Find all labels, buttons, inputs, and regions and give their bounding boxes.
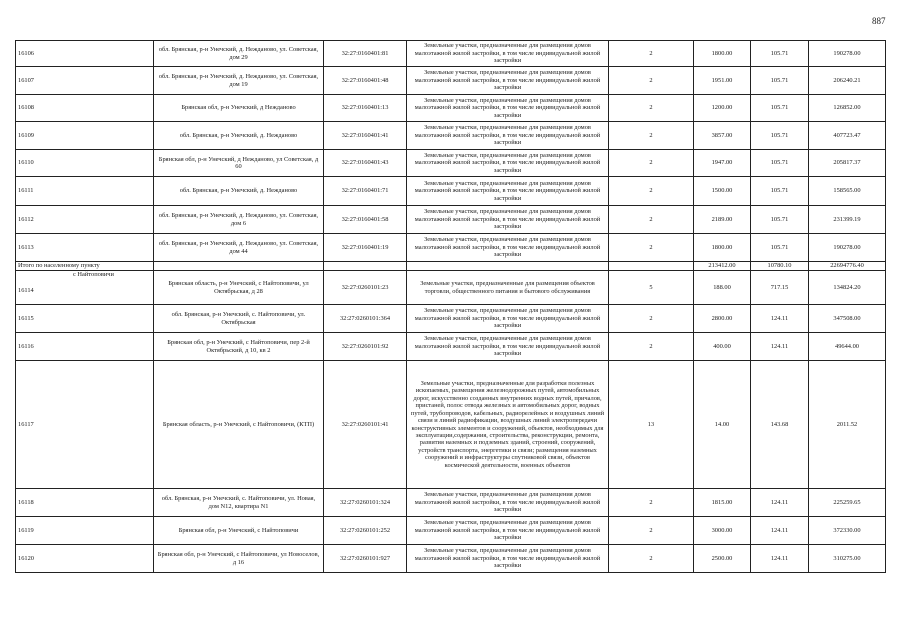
- row-address: обл. Брянская, р-н Унечский, д. Нежданово: [154, 177, 324, 206]
- table-row: [16, 489, 886, 517]
- row-area: 1800.00: [694, 41, 751, 67]
- row-cadastral-value: 134824.20: [809, 271, 886, 305]
- row-area: 2800.00: [694, 305, 751, 333]
- row-land-category: Земельные участки, предназначенные для размещения домов малоэтажной жилой застройки, в том числе индивидуальной жилой застройки: [407, 95, 609, 122]
- table-row: [16, 150, 886, 177]
- table-row: [16, 545, 886, 573]
- row-area: 400.00: [694, 333, 751, 361]
- subtotal-label: Итого по населенному пункту: [16, 262, 154, 271]
- table-row: [16, 95, 886, 122]
- row-land-category: Земельные участки, предназначенные для размещения домов малоэтажной жилой застройки, в том числе индивидуальной жилой застройки: [407, 545, 609, 573]
- row-address: Брянская обл, р-н Унечский, с Найтоповичи, пер 2-й Октябрьский, д 10, кв 2: [154, 333, 324, 361]
- row-cadastral-value: 206240.21: [809, 67, 886, 95]
- row-land-category: Земельные участки, предназначенные для размещения домов малоэтажной жилой застройки, в том числе индивидуальной жилой застройки: [407, 234, 609, 262]
- subtotal-empty: [609, 262, 694, 271]
- row-cadastral-number: 32:27:0160401:43: [324, 150, 407, 177]
- row-cadastral-number: 32:27:0260101:92: [324, 333, 407, 361]
- row-area: 2500.00: [694, 545, 751, 573]
- row-number: 16111: [16, 177, 154, 206]
- row-cadastral-value: 190278.00: [809, 234, 886, 262]
- row-address: обл. Брянская, р-н Унечский, д. Нежданово, ул. Советская, дом 19: [154, 67, 324, 95]
- row-area: 1947.00: [694, 150, 751, 177]
- settlement-label: с Найтоповичи: [73, 271, 114, 278]
- table-row: [16, 67, 886, 95]
- row-specific-value: 105.71: [751, 177, 809, 206]
- row-address: Брянская обл, р-н Унечский, д Нежданово: [154, 95, 324, 122]
- row-area: 1951.00: [694, 67, 751, 95]
- row-group-code: 2: [609, 305, 694, 333]
- row-cadastral-value: 126852.00: [809, 95, 886, 122]
- subtotal-empty: [154, 262, 324, 271]
- row-area: 14.00: [694, 361, 751, 489]
- row-specific-value: 105.71: [751, 95, 809, 122]
- subtotal-empty: [324, 262, 407, 271]
- row-specific-value: 717.15: [751, 271, 809, 305]
- row-cadastral-number: 32:27:0260101:41: [324, 361, 407, 489]
- row-address: Брянская обл, р-н Унечский, с Найтоповичи, ул Новоселов, д 16: [154, 545, 324, 573]
- row-cadastral-number: 32:27:0260101:252: [324, 517, 407, 545]
- row-group-code: 2: [609, 41, 694, 67]
- row-cadastral-value: 372330.00: [809, 517, 886, 545]
- row-land-category: Земельные участки, предназначенные для размещения домов малоэтажной жилой застройки, в том числе индивидуальной жилой застройки: [407, 122, 609, 150]
- row-number: 16112: [16, 206, 154, 234]
- table-row: [16, 333, 886, 361]
- row-specific-value: 105.71: [751, 122, 809, 150]
- row-group-code: 2: [609, 150, 694, 177]
- table-row: [16, 41, 886, 67]
- row-address: обл. Брянская, р-н Унечский, с. Найтоповичи, ул. Октябрьская: [154, 305, 324, 333]
- row-land-category: Земельные участки, предназначенные для размещения домов малоэтажной жилой застройки, в том числе индивидуальной жилой застройки: [407, 206, 609, 234]
- table-row: [16, 271, 886, 305]
- row-address: обл. Брянская, р-н Унечский, с. Найтоповичи, ул. Новая, дом N12, квартира N1: [154, 489, 324, 517]
- row-number: 16113: [16, 234, 154, 262]
- row-group-code: 2: [609, 122, 694, 150]
- row-number: 16108: [16, 95, 154, 122]
- table-row: [16, 361, 886, 489]
- row-area: 1200.00: [694, 95, 751, 122]
- row-number: 16119: [16, 517, 154, 545]
- row-cadastral-number: 32:27:0260101:364: [324, 305, 407, 333]
- row-cadastral-number: 32:27:0160401:41: [324, 122, 407, 150]
- row-cadastral-number: 32:27:0260101:324: [324, 489, 407, 517]
- row-group-code: 2: [609, 489, 694, 517]
- row-group-code: 2: [609, 333, 694, 361]
- row-land-category: Земельные участки, предназначенные для разработки полезных ископаемых, размещения железнодорожных путей, автомобильных дорог, искусственно созданных внутренних водных путей, причалов, пристаней, полос отвода железных и автомобильных дорог, водных путей, трубопроводов, кабельных, радиорелейных и воздушных линий связи и линий радиофикации, воздушных линий электропередачи конструктивных элементов и сооружений, объектов, необходимых для эксплуатации,содержания, строительства, реконструкции, ремонта, развития наземных и подземных зданий, строений, сооружений, устройств транспорта, энергетики и связи; размещения наземных сооружений и инфраструктуры спутниковой связи, объектов космической деятельности, военных объектов: [407, 361, 609, 489]
- subtotal-rate: 10780.10: [751, 262, 809, 271]
- row-cadastral-number: 32:27:0260101:23: [324, 271, 407, 305]
- row-group-code: 2: [609, 177, 694, 206]
- row-address: обл. Брянская, р-н Унечский, д. Нежданово: [154, 122, 324, 150]
- row-number: 16117: [16, 361, 154, 489]
- table-row: [16, 234, 886, 262]
- row-specific-value: 124.11: [751, 489, 809, 517]
- row-area: 3000.00: [694, 517, 751, 545]
- row-number: 16106: [16, 41, 154, 67]
- row-cadastral-value: 225259.65: [809, 489, 886, 517]
- row-cadastral-value: 205817.37: [809, 150, 886, 177]
- row-number: 16120: [16, 545, 154, 573]
- row-cadastral-number: 32:27:0160401:58: [324, 206, 407, 234]
- row-cadastral-number: 32:27:0160401:19: [324, 234, 407, 262]
- page-number: 887: [872, 16, 886, 26]
- row-area: 188.00: [694, 271, 751, 305]
- row-area: 1800.00: [694, 234, 751, 262]
- table-row: [16, 206, 886, 234]
- table-row: [16, 177, 886, 206]
- row-specific-value: 124.11: [751, 305, 809, 333]
- row-address: обл. Брянская, р-н Унечский, д. Нежданово, ул. Советская, дом 6: [154, 206, 324, 234]
- row-number: 16110: [16, 150, 154, 177]
- row-group-code: 2: [609, 234, 694, 262]
- row-specific-value: 124.11: [751, 545, 809, 573]
- row-land-category: Земельные участки, предназначенные для размещения домов малоэтажной жилой застройки, в том числе индивидуальной жилой застройки: [407, 41, 609, 67]
- row-address: Брянская область, р-н Унечский, с Найтоповичи, (КТП): [154, 361, 324, 489]
- row-cadastral-number: 32:27:0160401:13: [324, 95, 407, 122]
- land-registry-table: [15, 40, 886, 573]
- row-address: Брянская обл, р-н Унечский, д Нежданово, ул Советская, д 60: [154, 150, 324, 177]
- row-number-text: 16114: [18, 287, 34, 294]
- row-cadastral-value: 231399.19: [809, 206, 886, 234]
- row-specific-value: 105.71: [751, 206, 809, 234]
- subtotal-empty: [407, 262, 609, 271]
- row-address: Брянская область, р-н Унечский, с Найтоповичи, ул Октябрьская, д 28: [154, 271, 324, 305]
- row-area: 1500.00: [694, 177, 751, 206]
- row-specific-value: 105.71: [751, 150, 809, 177]
- row-specific-value: 105.71: [751, 41, 809, 67]
- row-group-code: 5: [609, 271, 694, 305]
- row-land-category: Земельные участки, предназначенные для размещения домов малоэтажной жилой застройки, в том числе индивидуальной жилой застройки: [407, 489, 609, 517]
- row-specific-value: 105.71: [751, 234, 809, 262]
- row-land-category: Земельные участки, предназначенные для размещения домов малоэтажной жилой застройки, в том числе индивидуальной жилой застройки: [407, 305, 609, 333]
- row-cadastral-value: 2011.52: [809, 361, 886, 489]
- row-cadastral-value: 310275.00: [809, 545, 886, 573]
- row-cadastral-value: 158565.00: [809, 177, 886, 206]
- row-number: 16115: [16, 305, 154, 333]
- row-address: обл. Брянская, р-н Унечский, д. Нежданово, ул. Советская, дом 29: [154, 41, 324, 67]
- table-row: [16, 305, 886, 333]
- row-group-code: 2: [609, 95, 694, 122]
- row-number: 16116: [16, 333, 154, 361]
- row-area: 3857.00: [694, 122, 751, 150]
- row-cadastral-value: 49644.00: [809, 333, 886, 361]
- row-cadastral-number: 32:27:0160401:71: [324, 177, 407, 206]
- row-area: 2189.00: [694, 206, 751, 234]
- subtotal-value: 22694776.40: [809, 262, 886, 271]
- row-cadastral-value: 407723.47: [809, 122, 886, 150]
- row-group-code: 2: [609, 517, 694, 545]
- row-number: [16, 271, 154, 305]
- subtotal-row: [16, 262, 886, 271]
- row-cadastral-value: 347508.00: [809, 305, 886, 333]
- row-specific-value: 124.11: [751, 333, 809, 361]
- subtotal-area: 213412.00: [694, 262, 751, 271]
- table-row: [16, 122, 886, 150]
- row-number: 16118: [16, 489, 154, 517]
- row-number: 16107: [16, 67, 154, 95]
- row-area: 1815.00: [694, 489, 751, 517]
- row-group-code: 2: [609, 67, 694, 95]
- row-cadastral-number: 32:27:0160401:48: [324, 67, 407, 95]
- row-land-category: Земельные участки, предназначенные для размещения домов малоэтажной жилой застройки, в том числе индивидуальной жилой застройки: [407, 333, 609, 361]
- row-group-code: 13: [609, 361, 694, 489]
- table-row: [16, 517, 886, 545]
- row-group-code: 2: [609, 545, 694, 573]
- row-specific-value: 143.68: [751, 361, 809, 489]
- row-specific-value: 105.71: [751, 67, 809, 95]
- row-cadastral-number: 32:27:0160401:81: [324, 41, 407, 67]
- row-land-category: Земельные участки, предназначенные для размещения домов малоэтажной жилой застройки, в том числе индивидуальной жилой застройки: [407, 177, 609, 206]
- row-group-code: 2: [609, 206, 694, 234]
- row-number: 16109: [16, 122, 154, 150]
- row-cadastral-value: 190278.00: [809, 41, 886, 67]
- row-land-category: Земельные участки, предназначенные для размещения домов малоэтажной жилой застройки, в том числе индивидуальной жилой застройки: [407, 517, 609, 545]
- row-cadastral-number: 32:27:0260101:927: [324, 545, 407, 573]
- row-address: обл. Брянская, р-н Унечский, д. Нежданово, ул. Советская, дом 44: [154, 234, 324, 262]
- row-specific-value: 124.11: [751, 517, 809, 545]
- row-address: Брянская обл, р-н Унечский, с Найтоповичи: [154, 517, 324, 545]
- row-land-category: Земельные участки, предназначенные для размещения объектов торговли, общественного питания и бытового обслуживания: [407, 271, 609, 305]
- row-land-category: Земельные участки, предназначенные для размещения домов малоэтажной жилой застройки, в том числе индивидуальной жилой застройки: [407, 150, 609, 177]
- row-land-category: Земельные участки, предназначенные для размещения домов малоэтажной жилой застройки, в том числе индивидуальной жилой застройки: [407, 67, 609, 95]
